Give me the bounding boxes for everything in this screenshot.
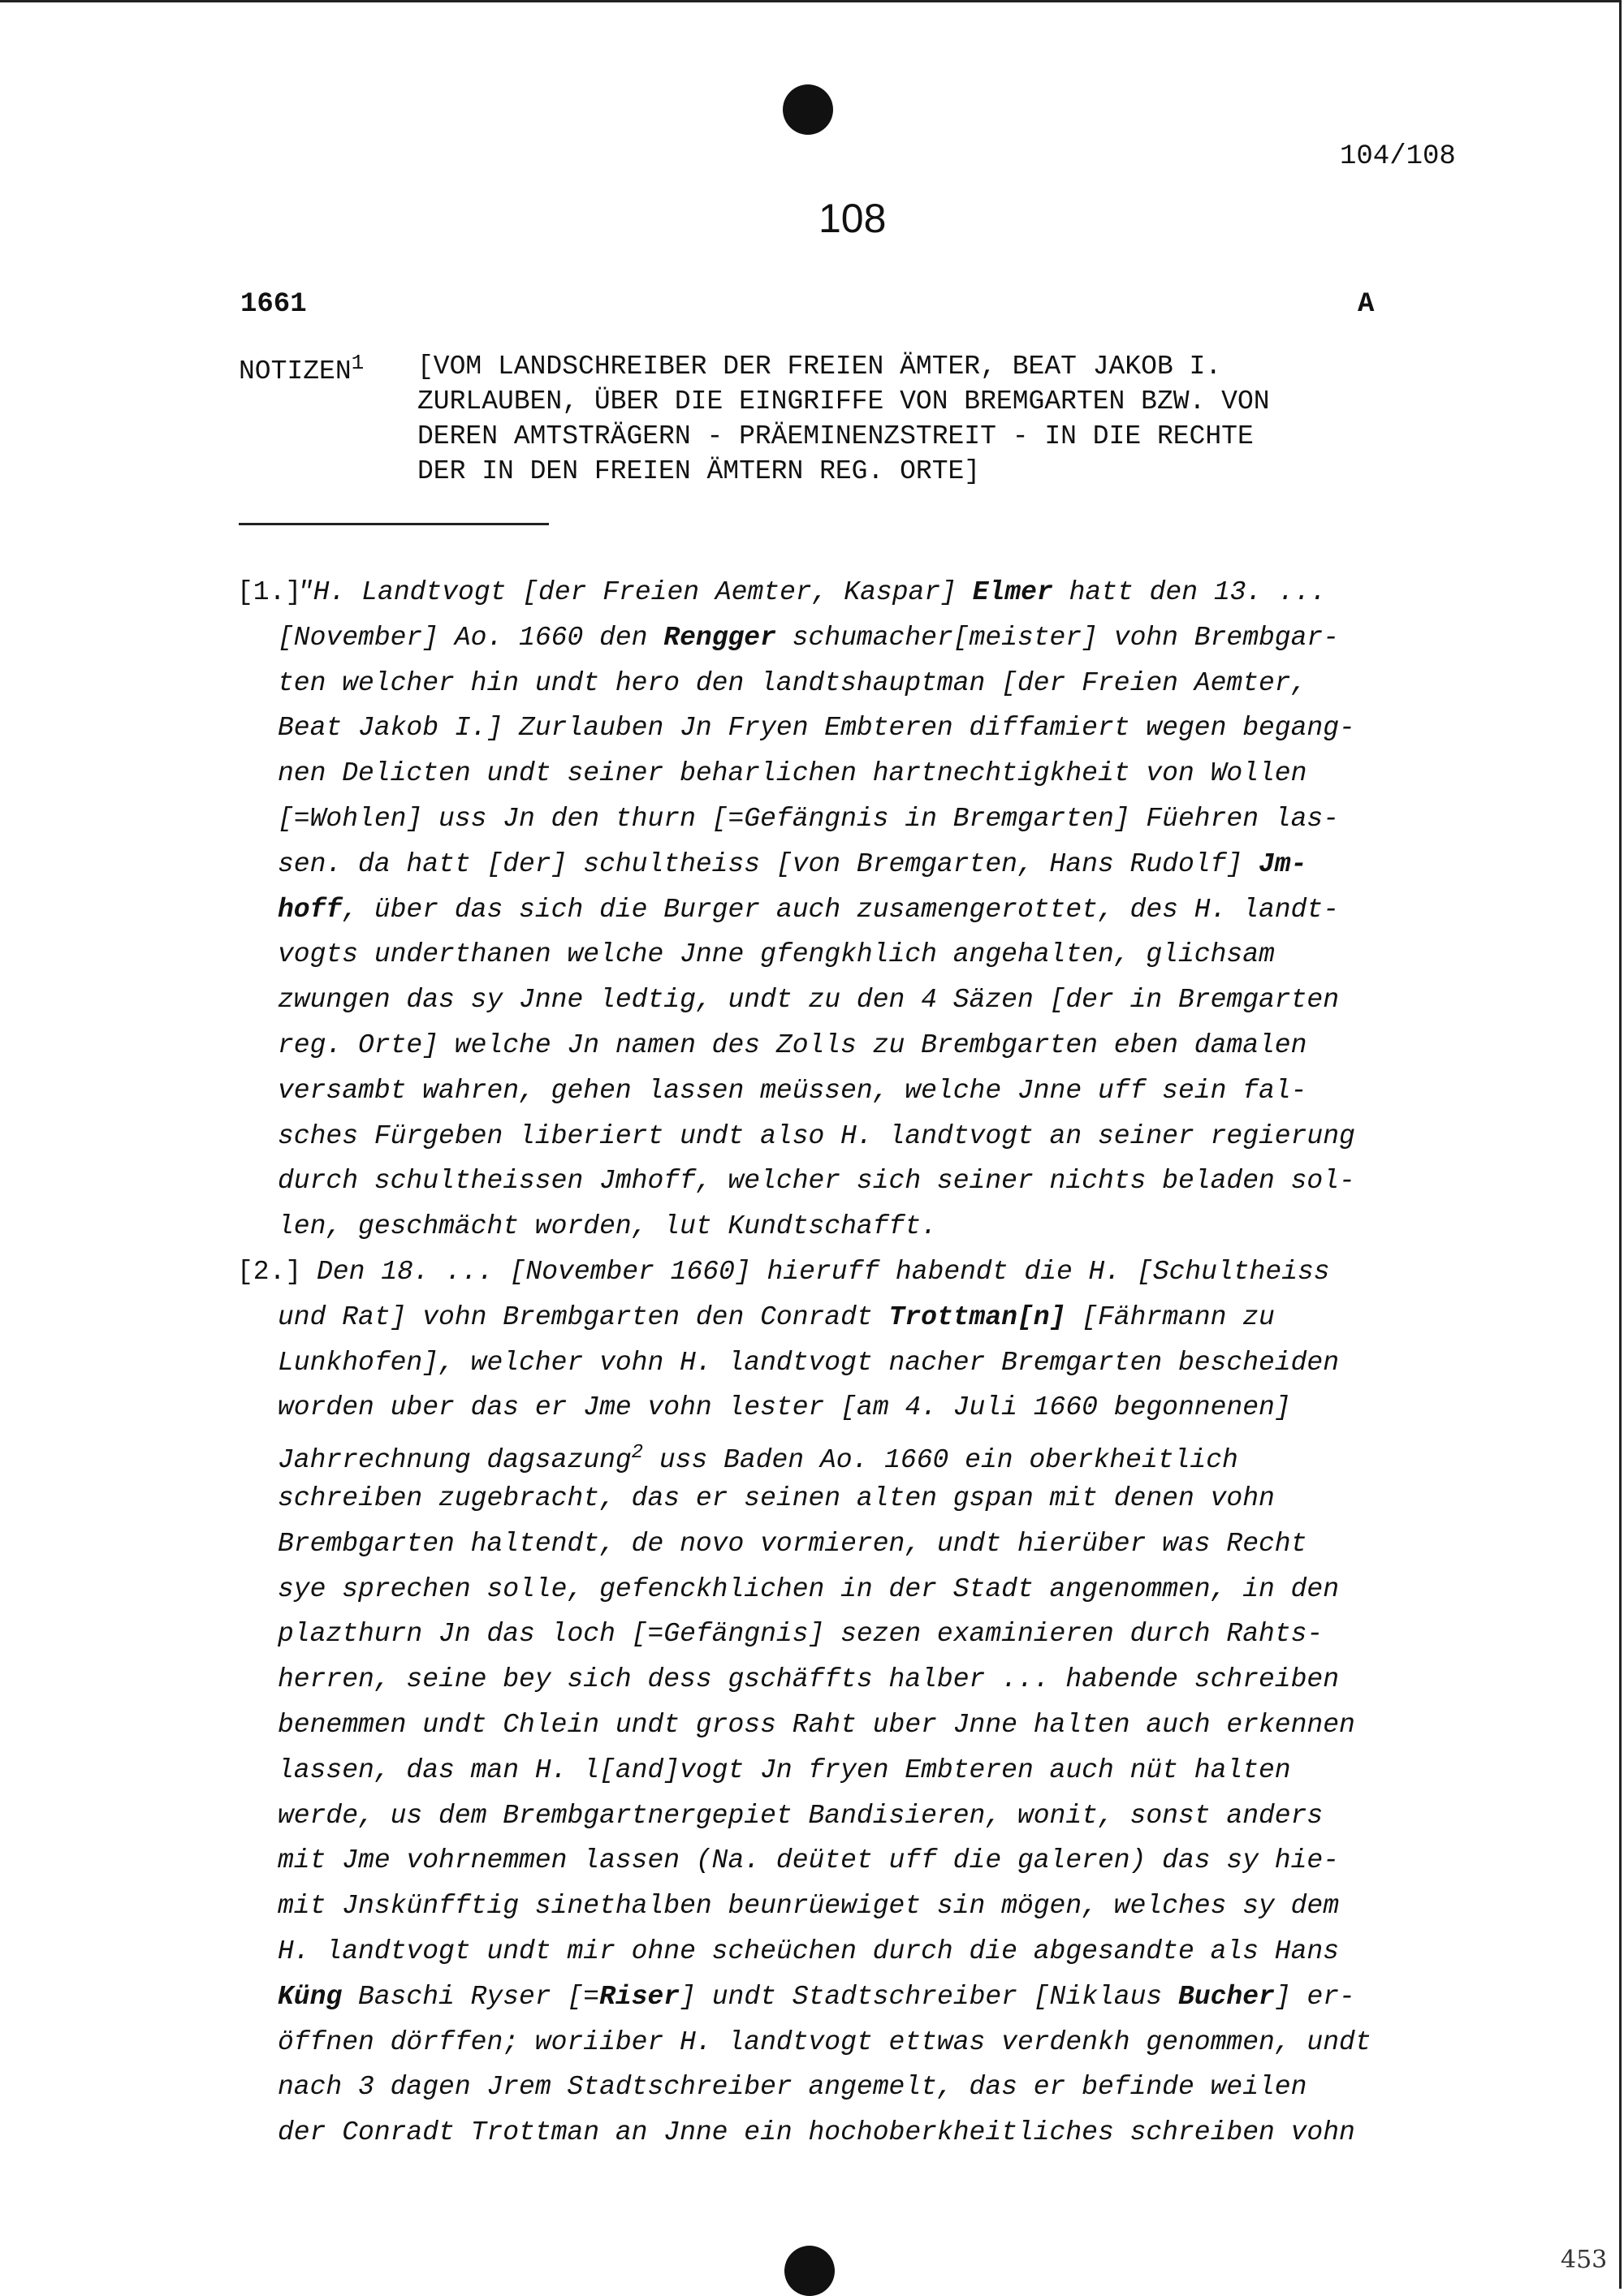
paragraph-number-1: [1.]: [237, 577, 302, 607]
title-label-text: NOTIZEN: [239, 356, 352, 386]
line-text: worden uber das er Jme vohn lester [am 4. Juli 1660 begonnenen]: [278, 1392, 1291, 1423]
text-line: [0, 1295, 1624, 1340]
line-text: mit Jme vohrnemmen lassen (Na. deütet uff die galeren) das sy hie-: [278, 1845, 1340, 1876]
text-span: , über das sich die Burger auch zusamengerottet, des H. landt-: [342, 894, 1340, 925]
line-text: sye sprechen solle, gefenckhlichen in der Stadt angenommen, in den: [278, 1573, 1340, 1604]
line-text: [=Wohlen] uss Jn den thurn [=Gefängnis in Bremgarten] Füehren las-: [278, 803, 1340, 834]
line-text: [278, 887, 1339, 933]
text-line: [0, 2110, 1624, 2156]
title-line: DEREN AMTSTRÄGERN - PRÄEMINENZSTREIT - IN DIE RECHTE: [417, 421, 1254, 451]
punch-hole-top: [783, 84, 833, 135]
line-text: nach 3 dagen Jrem Stadtschreiber angemelt, das er befinde weilen: [278, 2072, 1307, 2103]
section-divider: [239, 523, 549, 525]
text-span: [Fährmann zu: [1065, 1301, 1275, 1332]
text-line: [0, 1068, 1624, 1114]
line-text: versambt wahren, gehen lassen meüssen, welche Jnne uff sein fal-: [278, 1075, 1307, 1106]
name-rengger: Rengger: [663, 622, 776, 653]
text-span: "H. Landtvogt [der Freien Aemter, Kaspar]: [297, 577, 973, 607]
document-year: 1661: [240, 289, 307, 320]
line-text: [278, 1295, 1275, 1340]
text-span: schumacher[meister] vohn Brembgar-: [775, 622, 1340, 653]
text-span: Baschi Ryser [=: [342, 1981, 600, 2012]
text-line: [0, 2065, 1624, 2110]
name-riser: Riser: [599, 1981, 680, 2012]
line-text: werde, us dem Brembgartnergepiet Bandisieren, wonit, sonst anders: [278, 1800, 1324, 1831]
line-text: mit Jnskünfftig sinethalben beunrüewiget sin mögen, welches sy dem: [278, 1891, 1340, 1922]
punch-hole-bottom: [784, 2246, 835, 2296]
text-span: ] er-: [1274, 1981, 1355, 2012]
name-jmhoff-part2: hoff: [278, 894, 343, 925]
text-line: [0, 1657, 1624, 1703]
line-text: reg. Orte] welche Jn namen des Zolls zu Brembgarten eben damalen: [278, 1029, 1307, 1060]
text-line: [0, 1567, 1624, 1612]
line-text: der Conradt Trottman an Jnne ein hochoberkheitliches schreiben vohn: [278, 2117, 1355, 2148]
text-line: [0, 615, 1624, 661]
document-letter: A: [1358, 289, 1375, 320]
line-text: vogts underthanen welche Jnne gfengkhlich angehalten, glichsam: [278, 939, 1275, 970]
text-line: [0, 1023, 1624, 1068]
text-line: [0, 1159, 1624, 1204]
text-line: [0, 1884, 1624, 1929]
line-text: benemmen undt Chlein undt gross Raht uber Jnne halten auch erkennen: [278, 1709, 1355, 1740]
text-span: uss Baden Ao. 1660 ein oberkheitlich: [643, 1445, 1238, 1476]
text-line: [0, 1340, 1624, 1386]
text-line: [0, 1249, 1624, 1295]
text-line: [0, 1521, 1624, 1567]
line-text: [278, 615, 1339, 661]
text-span: [November] Ao. 1660 den: [278, 622, 664, 653]
text-line: [0, 1612, 1624, 1657]
name-elmer: Elmer: [972, 577, 1053, 607]
text-line: [0, 842, 1624, 887]
title-footnote-marker: 1: [351, 351, 365, 375]
line-text: [297, 570, 1326, 615]
text-line: [0, 751, 1624, 796]
text-span: und Rat] vohn Brembgarten den Conradt: [278, 1301, 889, 1332]
text-line: [0, 1748, 1624, 1793]
line-text: Lunkhofen], welcher vohn H. landtvogt nacher Bremgarten bescheiden: [278, 1347, 1340, 1378]
line-text: durch schultheissen Jmhoff, welcher sich seiner nichts beladen sol-: [278, 1166, 1355, 1197]
text-span: ] undt Stadtschreiber [Niklaus: [680, 1981, 1179, 2012]
name-kueng: Küng: [278, 1981, 343, 2012]
line-text: plazthurn Jn das loch [=Gefängnis] sezen examinieren durch Rahts-: [278, 1619, 1324, 1650]
text-line: [0, 1204, 1624, 1249]
text-line: [0, 570, 1624, 615]
line-text: ten welcher hin undt hero den landtshauptman [der Freien Aemter,: [278, 667, 1307, 698]
text-line: [0, 1114, 1624, 1159]
line-text: lassen, das man H. l[and]vogt Jn fryen Embteren auch nüt halten: [278, 1754, 1291, 1785]
line-text: Brembgarten haltendt, de novo vormieren, undt hierüber was Recht: [278, 1528, 1307, 1559]
text-line: [0, 1838, 1624, 1884]
text-line: [0, 1974, 1624, 2020]
text-line: [0, 1929, 1624, 1974]
text-line: [0, 2020, 1624, 2065]
footnote-marker-2: 2: [631, 1442, 644, 1465]
title-block: [417, 349, 1270, 489]
text-span: sen. da hatt [der] schultheiss [von Bremgarten, Hans Rudolf]: [278, 848, 1259, 879]
text-line: [0, 661, 1624, 706]
text-line: [0, 796, 1624, 842]
title-line: [VOM LANDSCHREIBER DER FREIEN ÄMTER, BEAT JAKOB I.: [417, 352, 1222, 382]
paragraph-number-2: [2.]: [237, 1256, 302, 1287]
line-text: [278, 842, 1307, 887]
text-line: [0, 1703, 1624, 1748]
name-bucher: Bucher: [1178, 1981, 1275, 2012]
text-line: [0, 978, 1624, 1023]
text-line: [0, 1476, 1624, 1521]
title-line: ZURLAUBEN, ÜBER DIE EINGRIFFE VON BREMGARTEN BZW. VON: [417, 386, 1270, 416]
text-line: [0, 887, 1624, 933]
line-text: Den 18. ... [November 1660] hieruff habendt die H. [Schultheiss: [317, 1256, 1330, 1287]
line-text: len, geschmächt worden, lut Kundtschafft.: [278, 1211, 937, 1242]
name-trottmann: Trottman[n]: [888, 1301, 1066, 1332]
line-text: [278, 1974, 1355, 2020]
text-line: [0, 1385, 1624, 1431]
document-body: [0, 570, 1624, 2156]
text-span: Jahrrechnung dagsazung: [278, 1445, 632, 1476]
name-jmhoff-part1: Jm-: [1259, 848, 1307, 879]
line-text: H. landtvogt undt mir ohne scheüchen durch die abgesandte als Hans: [278, 1936, 1340, 1966]
text-line: [0, 1793, 1624, 1839]
line-text: nen Delicten undt seiner beharlichen hartnechtigkheit von Wollen: [278, 758, 1307, 789]
line-text: zwungen das sy Jnne ledtig, undt zu den 4 Säzen [der in Bremgarten: [278, 985, 1340, 1016]
line-text: herren, seine bey sich dess gschäffts halber ... habende schreiben: [278, 1664, 1340, 1695]
text-line: [0, 1431, 1624, 1476]
line-text: öffnen dörffen; woriiber H. landtvogt ettwas verdenkh genommen, undt: [278, 2026, 1371, 2057]
text-line: [0, 706, 1624, 751]
line-text: sches Fürgeben liberiert undt also H. landtvogt an seiner regierung: [278, 1120, 1355, 1151]
handwritten-margin-note: 453: [1561, 2246, 1608, 2274]
text-line: [0, 932, 1624, 978]
text-span: hatt den 13. ...: [1052, 577, 1327, 607]
line-text: Beat Jakob I.] Zurlauben Jn Fryen Embteren diffamiert wegen begang-: [278, 713, 1355, 744]
title-label: [239, 351, 364, 386]
document-reference: 104/108: [1340, 141, 1456, 172]
line-text: schreiben zugebracht, das er seinen alten gspan mit denen vohn: [278, 1482, 1275, 1513]
title-line: DER IN DEN FREIEN ÄMTERN REG. ORTE]: [417, 456, 981, 486]
page-number: 108: [818, 196, 887, 241]
